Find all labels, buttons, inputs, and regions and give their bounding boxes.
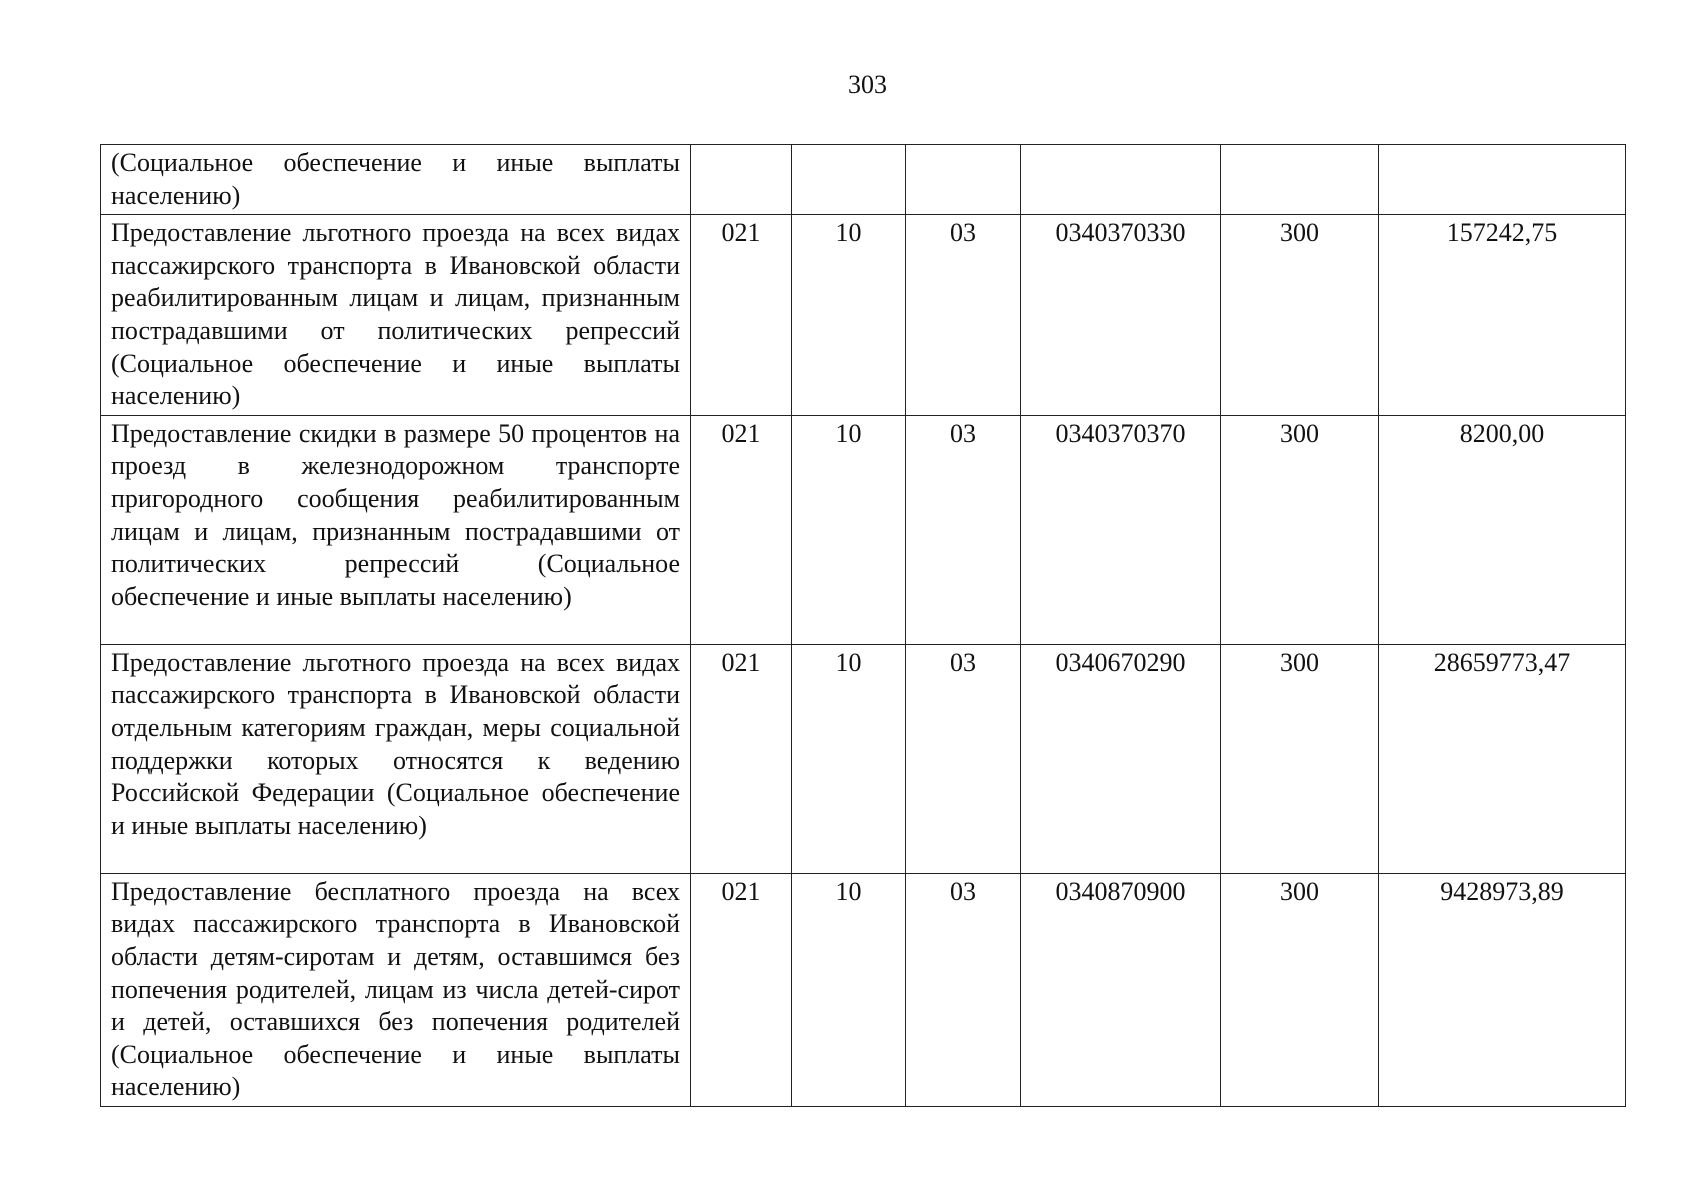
table-row <box>101 644 1626 873</box>
table-row <box>101 873 1626 1106</box>
row-target-article-code <box>1021 145 1221 215</box>
row-subsection-code <box>906 145 1021 215</box>
row-section-code: 10 <box>792 415 906 644</box>
row-section-code <box>792 145 906 215</box>
row-expense-type-code: 300 <box>1221 215 1379 416</box>
row-amount <box>1379 145 1626 215</box>
row-subsection-code: 03 <box>906 215 1021 416</box>
row-target-article-code: 0340370370 <box>1021 415 1221 644</box>
row-target-article-code: 0340670290 <box>1021 644 1221 873</box>
row-amount: 9428973,89 <box>1379 873 1626 1106</box>
row-gr-code: 021 <box>691 644 792 873</box>
row-amount: 8200,00 <box>1379 415 1626 644</box>
budget-table <box>100 144 1626 1107</box>
row-gr-code: 021 <box>691 415 792 644</box>
row-expense-type-code: 300 <box>1221 644 1379 873</box>
row-expense-type-code: 300 <box>1221 415 1379 644</box>
row-description: (Социальное обеспечение и иные выплаты населению) <box>101 145 691 215</box>
table-row <box>101 145 1626 215</box>
table-row <box>101 415 1626 644</box>
row-amount: 28659773,47 <box>1379 644 1626 873</box>
row-description: Предоставление скидки в размере 50 процентов на проезд в железнодорожном транспорте пригородного сообщения реабилитированным лицам и лицам, признанным пострадавшими от политических репрессий (Социальное обеспечение и иные выплаты населению) <box>101 415 691 644</box>
row-section-code: 10 <box>792 873 906 1106</box>
row-subsection-code: 03 <box>906 415 1021 644</box>
table-row <box>101 215 1626 416</box>
row-subsection-code: 03 <box>906 644 1021 873</box>
row-description: Предоставление бесплатного проезда на всех видах пассажирского транспорта в Ивановской области детям-сиротам и детям, оставшимся без попечения родителей, лицам из числа детей-сирот и детей, оставшихся без попечения родителей (Социальное обеспечение и иные выплаты населению) <box>101 873 691 1106</box>
row-target-article-code: 0340370330 <box>1021 215 1221 416</box>
row-section-code: 10 <box>792 644 906 873</box>
row-section-code: 10 <box>792 215 906 416</box>
row-description: Предоставление льготного проезда на всех видах пассажирского транспорта в Ивановской области отдельным категориям граждан, меры социальной поддержки которых относятся к ведению Российской Федерации (Социальное обеспечение и иные выплаты населению) <box>101 644 691 873</box>
row-gr-code: 021 <box>691 873 792 1106</box>
row-expense-type-code: 300 <box>1221 873 1379 1106</box>
row-amount: 157242,75 <box>1379 215 1626 416</box>
row-subsection-code: 03 <box>906 873 1021 1106</box>
row-gr-code: 021 <box>691 215 792 416</box>
row-expense-type-code <box>1221 145 1379 215</box>
row-description: Предоставление льготного проезда на всех видах пассажирского транспорта в Ивановской области реабилитированным лицам и лицам, признанным пострадавшими от политических репрессий (Социальное обеспечение и иные выплаты населению) <box>101 215 691 416</box>
row-target-article-code: 0340870900 <box>1021 873 1221 1106</box>
page-number: 303 <box>848 70 887 99</box>
row-gr-code <box>691 145 792 215</box>
